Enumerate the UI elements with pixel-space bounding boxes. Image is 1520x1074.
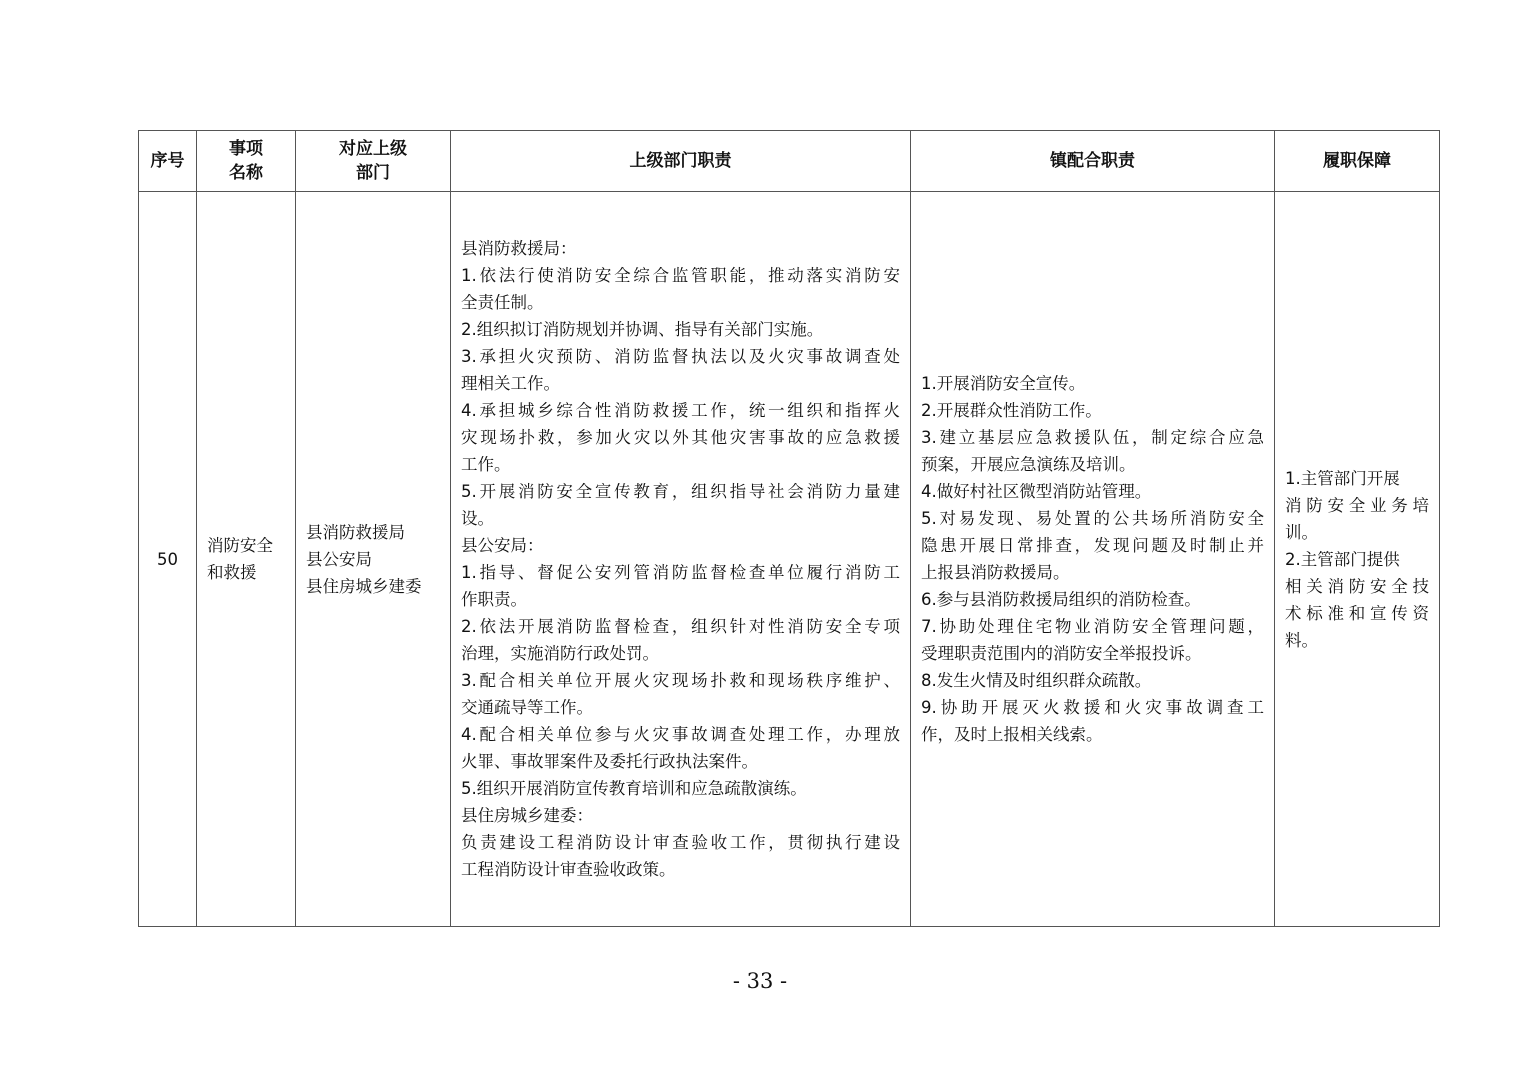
upper-duty-line: 理相关工作。 (461, 374, 560, 393)
item-name-text (197, 532, 295, 586)
header-item-name-line: 名称 (229, 163, 263, 183)
header-upper-duty-text: 上级部门职责 (629, 151, 732, 171)
guarantee-line: 术标准和宣传资 (1285, 603, 1429, 623)
upper-duty-line: 灾现场扑救，参加火灾以外其他灾害事故的应急救援 (461, 428, 900, 447)
upper-duty-line: 3.承担火灾预防、消防监督执法以及火灾事故调查处 (461, 347, 900, 366)
guarantee-line: 料。 (1285, 630, 1318, 650)
upper-duty-line: 2.依法开展消防监督检查，组织针对性消防安全专项 (461, 617, 900, 636)
upper-duty-line: 工程消防设计审查验收政策。 (461, 860, 676, 879)
header-item-name-line: 事项 (229, 139, 263, 159)
upper-duty-line: 全责任制。 (461, 293, 544, 312)
guarantee-text (1275, 465, 1439, 654)
upper-duty-line: 设。 (461, 509, 494, 528)
header-guarantee (1275, 131, 1440, 192)
upper-duty-line: 交通疏导等工作。 (461, 698, 593, 717)
header-upper-dept-line: 部门 (356, 163, 390, 183)
town-duty-line: 上报县消防救援局。 (921, 563, 1070, 582)
upper-duty-line: 3.配合相关单位开展火灾现场扑救和现场秩序维护、 (461, 671, 900, 690)
town-duty-line: 2.开展群众性消防工作。 (921, 401, 1102, 420)
guarantee-line: 1.主管部门开展 (1285, 468, 1400, 488)
header-town-duty-text: 镇配合职责 (1050, 151, 1135, 171)
upper-duty-line: 5.组织开展消防宣传教育培训和应急疏散演练。 (461, 779, 807, 798)
cell-item-name (197, 192, 296, 927)
upper-duty-line: 1.依法行使消防安全综合监管职能，推动落实消防安 (461, 266, 900, 285)
upper-duty-line: 5.开展消防安全宣传教育，组织指导社会消防力量建 (461, 482, 900, 501)
cell-town-duty (911, 192, 1275, 927)
town-duty-line: 5.对易发现、易处置的公共场所消防安全 (921, 509, 1264, 528)
upper-duty-text (451, 235, 910, 883)
upper-duty-line: 治理，实施消防行政处罚。 (461, 644, 659, 663)
town-duty-text (911, 370, 1274, 748)
row-seq: 50 (157, 549, 178, 569)
item-name-line: 和救援 (207, 563, 257, 582)
upper-duty-line: 2.组织拟订消防规划并协调、指导有关部门实施。 (461, 320, 824, 339)
upper-duty-line: 负责建设工程消防设计审查验收工作，贯彻执行建设 (461, 833, 900, 852)
town-duty-line: 1.开展消防安全宣传。 (921, 374, 1086, 393)
header-guarantee-text: 履职保障 (1323, 151, 1391, 171)
cell-seq (139, 192, 197, 927)
header-upper-dept-line: 对应上级 (339, 139, 407, 159)
upper-duty-line: 县公安局： (461, 536, 544, 555)
header-row (139, 131, 1440, 192)
upper-dept-item: 县公安局 (306, 549, 372, 569)
header-seq-text: 序号 (150, 151, 185, 171)
upper-duty-line: 4.承担城乡综合性消防救援工作，统一组织和指挥火 (461, 401, 900, 420)
header-upper-duty (451, 131, 911, 192)
town-duty-line: 3.建立基层应急救援队伍，制定综合应急 (921, 428, 1264, 447)
upper-dept-item: 县消防救援局 (306, 522, 405, 542)
header-upper-dept (296, 131, 451, 192)
upper-dept-list (296, 519, 450, 600)
table-row (139, 192, 1440, 927)
town-duty-line: 8.发生火情及时组织群众疏散。 (921, 671, 1152, 690)
town-duty-line: 作，及时上报相关线索。 (921, 725, 1103, 744)
cell-guarantee (1275, 192, 1440, 927)
cell-upper-duty (451, 192, 911, 927)
guarantee-line: 2.主管部门提供 (1285, 549, 1400, 569)
town-duty-line: 4.做好村社区微型消防站管理。 (921, 482, 1152, 501)
upper-duty-line: 县消防救援局： (461, 239, 577, 258)
header-item-name (197, 131, 296, 192)
upper-duty-line: 县住房城乡建委： (461, 806, 593, 825)
cell-upper-dept (296, 192, 451, 927)
town-duty-line: 6.参与县消防救援局组织的消防检查。 (921, 590, 1201, 609)
header-seq (139, 131, 197, 192)
guarantee-line: 相关消防安全技 (1285, 576, 1429, 596)
upper-duty-line: 工作。 (461, 455, 511, 474)
upper-duty-line: 作职责。 (461, 590, 527, 609)
guarantee-line: 训。 (1285, 522, 1318, 542)
upper-duty-line: 火罪、事故罪案件及委托行政执法案件。 (461, 752, 758, 771)
town-duty-line: 隐患开展日常排查，发现问题及时制止并 (921, 536, 1264, 555)
town-duty-line: 7.协助处理住宅物业消防安全管理问题， (921, 617, 1264, 636)
upper-dept-item: 县住房城乡建委 (306, 576, 422, 596)
item-name-line: 消防安全 (207, 536, 273, 555)
duty-table (138, 130, 1440, 927)
upper-duty-line: 4.配合相关单位参与火灾事故调查处理工作，办理放 (461, 725, 900, 744)
town-duty-line: 受理职责范围内的消防安全举报投诉。 (921, 644, 1202, 663)
header-town-duty (911, 131, 1275, 192)
guarantee-line: 消防安全业务培 (1285, 495, 1429, 515)
town-duty-line: 预案，开展应急演练及培训。 (921, 455, 1136, 474)
town-duty-line: 9.协助开展灭火救援和火灾事故调查工 (921, 698, 1264, 717)
page-number: - 33 - (732, 969, 788, 993)
upper-duty-line: 1.指导、督促公安列管消防监督检查单位履行消防工 (461, 563, 900, 582)
